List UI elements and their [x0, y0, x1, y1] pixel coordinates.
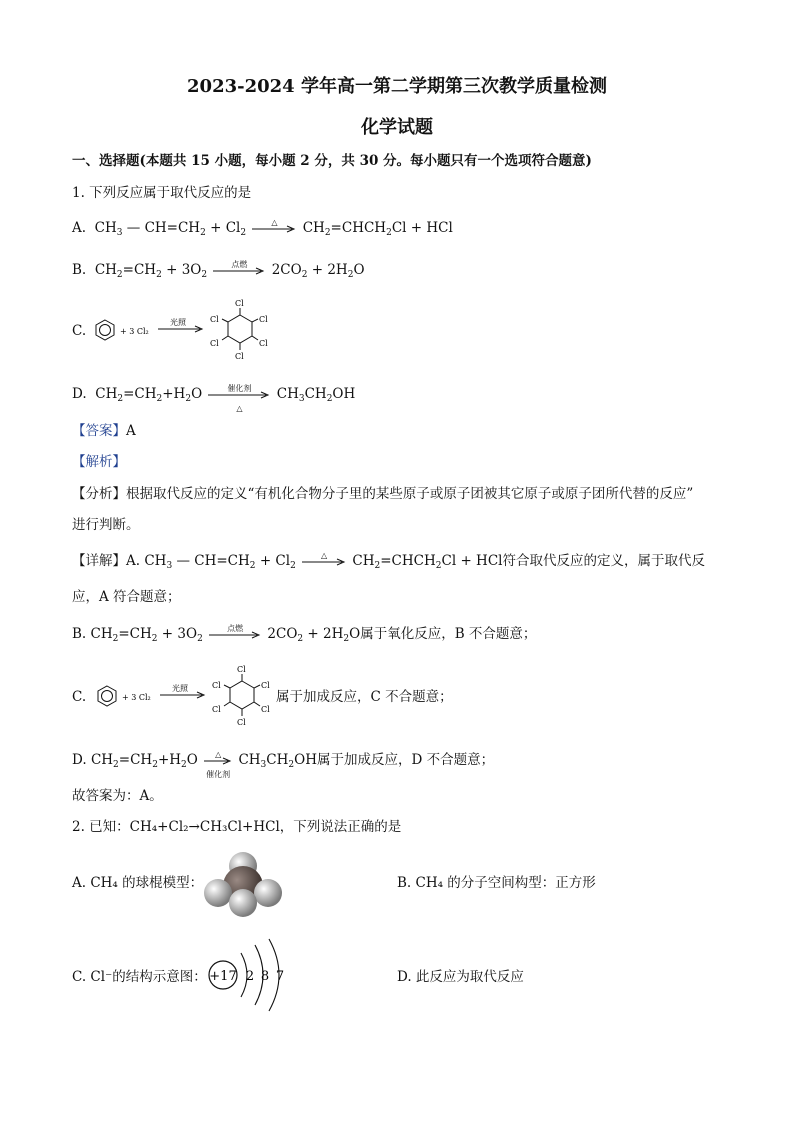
detail-c-structure: [92, 662, 276, 730]
reaction-arrow: [204, 749, 232, 779]
condition-heat: △: [236, 403, 243, 413]
analysis-tag: 【解析】: [72, 454, 126, 470]
cl-label: Cl: [212, 705, 221, 714]
detail-c-label: C.: [72, 689, 87, 705]
q2-option-a: A. CH₄ 的球棍模型：: [72, 875, 204, 891]
detail-b-text: 属于氧化反应，B 不合题意；: [360, 626, 537, 642]
equation-product: $2CO_2 + 2H_2O$: [267, 626, 361, 644]
cl-label: Cl: [237, 665, 246, 674]
reagent-3cl2: + 3 Cl₂: [120, 327, 149, 336]
condition-light: 光照: [170, 318, 186, 327]
detail-a-text: 符合取代反应的定义，属于取代反: [502, 553, 705, 569]
option-label: A.: [126, 553, 141, 569]
q1-option-b: [72, 261, 365, 279]
cl-label: Cl: [210, 339, 219, 348]
shell-electrons: 7: [275, 969, 285, 984]
detail-d-text: 属于加成反应，D 不合题意；: [316, 752, 495, 768]
equation: $CH_2=CH_2+H_2O$: [90, 752, 198, 770]
analysis-body: 根据取代反应的定义“有机化合物分子里的某些原子或原子团被其它原子或原子团所代替的反应”: [126, 486, 694, 502]
cl-label: Cl: [261, 681, 270, 690]
section-heading: 一、选择题(本题共 15 小题，每小题 2 分，共 30 分。每小题只有一个选项符合题意): [72, 153, 592, 169]
q1-option-c-label: C.: [72, 323, 87, 339]
detail-d: [72, 749, 495, 779]
shell-electrons: 8: [260, 969, 270, 984]
reagent-3cl2: + 3 Cl₂: [122, 693, 151, 702]
condition-heat: △: [215, 749, 222, 759]
detail-a-cont: 应，A 符合题意；: [72, 589, 181, 605]
page-subtitle: 化学试题: [361, 117, 433, 138]
hydrogen-atom: [254, 879, 282, 907]
cl-label: Cl: [210, 315, 219, 324]
detail-b: [72, 625, 536, 643]
detail-tag: 【详解】: [72, 553, 126, 569]
equation-product: $2CO_2 + 2H_2O$: [271, 262, 365, 280]
condition-light: 光照: [172, 684, 188, 693]
cl-label: Cl: [261, 705, 270, 714]
q2-option-c: C. Cl⁻的结构示意图：: [72, 969, 207, 985]
answer-line: [72, 422, 136, 440]
answer-value: A: [126, 423, 136, 439]
ch4-ball-stick-model: [198, 848, 288, 918]
condition-catalyst: 催化剂: [206, 769, 231, 779]
reaction-arrow: [302, 550, 346, 566]
equation-product: $CH_3CH_2OH$: [276, 386, 356, 404]
condition-heat: △: [321, 550, 328, 560]
option-label: D.: [72, 386, 87, 402]
condition-catalyst: 催化剂: [227, 383, 252, 393]
reaction-arrow: [252, 217, 296, 233]
analysis-text-cont: 进行判断。: [72, 517, 140, 533]
detail-a: [72, 552, 705, 570]
equation-product: $CH_2=CHCH_2Cl$ + HCl: [352, 553, 503, 571]
nucleus-charge: +17: [209, 969, 237, 984]
equation: $CH_2=CH_2 + 3O_2$: [94, 262, 208, 280]
question-2-stem: 2. 已知：CH₄+Cl₂→CH₃Cl+HCl，下列说法正确的是: [72, 819, 402, 835]
equation: $CH_2=CH_2 + 3O_2$: [90, 626, 203, 644]
q1-option-c-structure: [90, 296, 290, 364]
equation-product: $CH_2=CHCH_2Cl$ + HCl: [302, 220, 453, 238]
q1-option-a: [72, 219, 453, 237]
equation: $CH_3$ — $CH=CH_2 + Cl_2$: [94, 220, 247, 238]
conclusion: 故答案为：A。: [72, 788, 163, 804]
equation: $CH_2=CH_2+H_2O$: [95, 386, 203, 404]
analysis-heading: [72, 453, 126, 471]
condition-ignite: 点燃: [227, 623, 244, 633]
cl-label: Cl: [235, 352, 244, 361]
cl-ion-structure-diagram: [203, 935, 293, 1015]
cl-label: Cl: [212, 681, 221, 690]
option-label: A.: [72, 220, 87, 236]
cl-label: Cl: [235, 299, 244, 308]
hydrogen-atom: [229, 889, 257, 917]
reaction-arrow: [208, 383, 270, 413]
condition-ignite: 点燃: [231, 259, 248, 269]
cl-label: Cl: [259, 315, 268, 324]
q2-option-d: D. 此反应为取代反应: [397, 969, 524, 985]
analysis-text: [72, 485, 693, 503]
q1-option-d: [72, 383, 356, 413]
shell-electrons: 2: [245, 969, 255, 984]
equation-product: $CH_3CH_2OH$: [238, 752, 317, 770]
question-1-stem: 1. 下列反应属于取代反应的是: [72, 185, 252, 201]
reaction-arrow: [213, 259, 265, 275]
option-label: D.: [72, 752, 87, 768]
cl-label: Cl: [259, 339, 268, 348]
option-label: B.: [72, 262, 87, 278]
cl-label: Cl: [237, 718, 246, 727]
equation: $CH_3$ — $CH=CH_2 + Cl_2$: [144, 553, 296, 571]
hydrogen-atom: [204, 879, 232, 907]
q2-option-b: B. CH₄ 的分子空间构型：正方形: [397, 875, 596, 891]
option-label: B.: [72, 626, 87, 642]
reaction-arrow: [209, 623, 261, 639]
answer-tag: 【答案】: [72, 423, 126, 439]
page-title: 2023-2024 学年高一第二学期第三次教学质量检测: [187, 76, 607, 97]
analysis-tag-fenxi: 【分析】: [72, 486, 126, 502]
condition-heat: △: [271, 217, 278, 227]
detail-c-text: 属于加成反应，C 不合题意；: [276, 689, 453, 705]
